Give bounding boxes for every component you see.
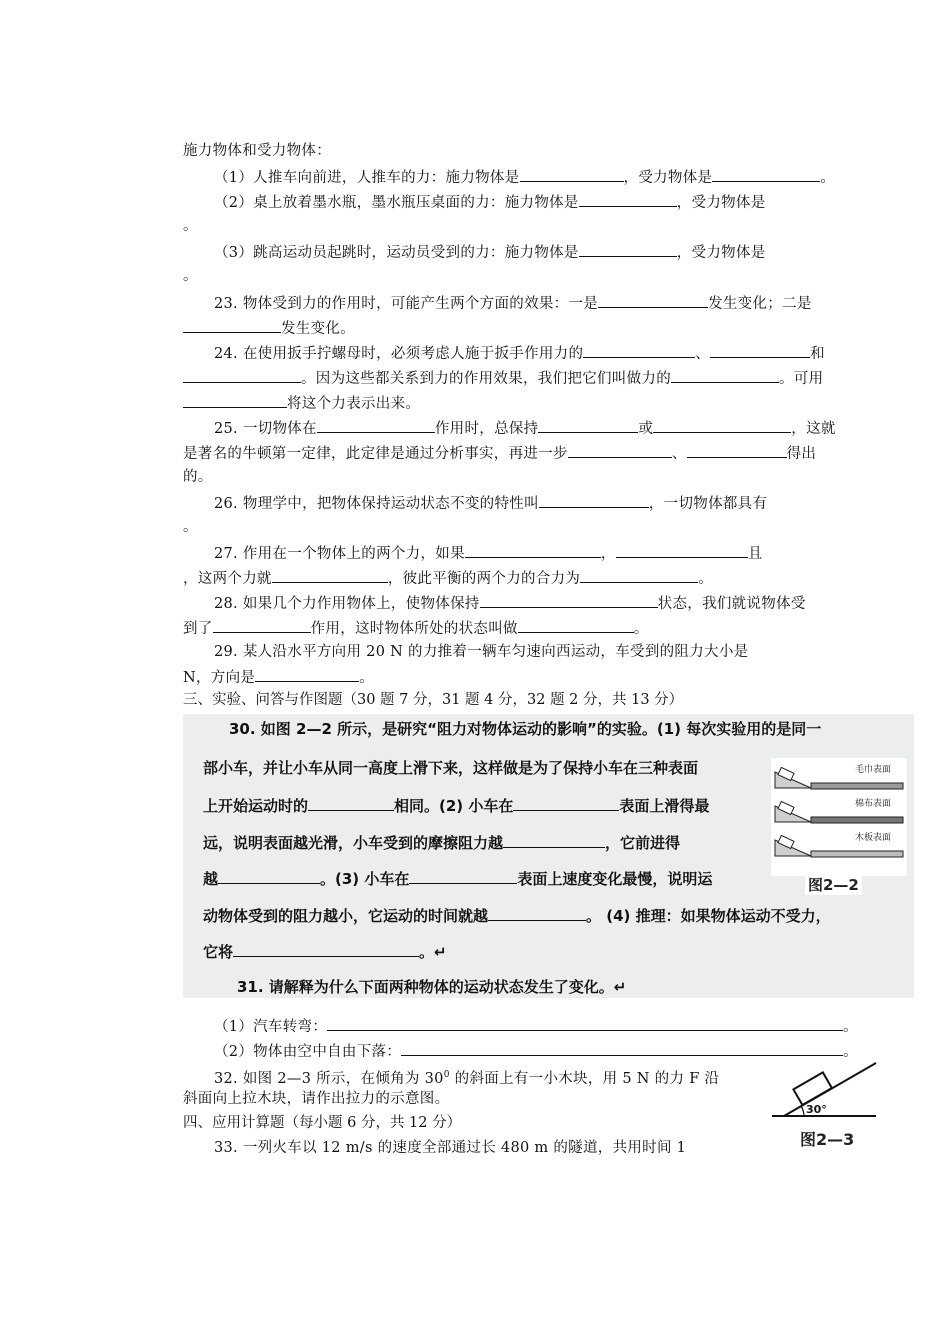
q30-blank-2[interactable] [513,794,619,811]
q30-blank-5[interactable] [409,867,517,884]
q30-line6-text-b: 。 (4) 推理：如果物体运动不受力， [586,907,831,925]
q22-item2-end: 。 [183,218,198,234]
q28-blank-2[interactable] [213,617,311,633]
q25-text-b: 作用时，总保持 [434,421,539,437]
q27-text-a: 27. 作用在一个物体上的两个力，如果 [214,546,465,562]
q22-item2-text-b: ，受力物体是 [676,195,766,211]
q24-blank-4[interactable] [671,367,779,383]
q25-text-f: 、 [671,446,687,462]
q30-line7-text-a: 它将 [203,943,234,961]
q30-line1: 30. 如图 2—2 所示，是研究“阻力对物体运动的影响”的实验。(1) 每次实验用的是同一 [229,720,822,738]
q31-item2-text: （2）物体由空中自由下落： [214,1044,402,1060]
q25-line2 [183,442,816,464]
q27-text-f: 。 [698,571,714,587]
q25-text-d: ，这就 [791,421,836,437]
q27-text-d: ，这两个力就 [183,571,272,587]
q24-text-b: 、 [695,346,711,362]
q30-line3 [203,794,709,817]
q23-blank-2[interactable] [183,317,281,333]
wooden-block [793,1072,831,1105]
q28-line2 [183,617,649,639]
q30-blank-7[interactable] [233,940,419,957]
section-4-heading: 四、应用计算题（每小题 6 分，共 12 分） [183,1115,462,1131]
q27-line2 [183,567,713,589]
q28-text-a: 28. 如果几个力作用物体上，使物体保持 [214,596,480,612]
q23-text-b: 发生变化；二是 [708,296,812,312]
q22-item1-text-b: ，受力物体是 [623,170,713,186]
q22-item3 [214,241,766,263]
intro-text: 施力物体和受力物体： [183,143,331,159]
figure-2-2-caption: 图2—2 [805,874,862,895]
q30-line6-text-a: 动物体受到的阻力越小，它运动的时间就越 [203,907,489,925]
q27-text-b: ， [600,546,616,562]
q29-blank-1[interactable] [255,666,359,682]
q30-line7-text-b: 。↵ [419,943,447,961]
q25-text-a: 25. 一切物体在 [214,421,317,437]
q32-text-b: 的斜面上有一小木块，用 5 N 的力 F 沿 [449,1070,720,1087]
q24-line1 [214,342,825,364]
q30-line5-text-c: 表面上速度变化最慢，说明运 [517,870,713,888]
q24-line2 [183,367,823,389]
q32-line2: 斜面向上拉木块，请作出拉力的示意图。 [183,1091,450,1107]
q22-item1-text-a: （1）人推车向前进，人推车的力：施力物体是 [214,170,520,186]
q25-text-e: 是著名的牛顿第一定律，此定律是通过分析事实，再进一步 [183,446,568,462]
q27-blank-3[interactable] [272,567,388,583]
q24-text-d: 。因为这些都关系到力的作用效果，我们把它们叫做力的 [301,371,671,387]
q30-line5 [203,867,712,890]
q24-blank-5[interactable] [183,392,287,408]
q22-item1 [214,166,835,188]
q30-line3-text-a: 上开始运动时的 [203,797,309,815]
q28-blank-3[interactable] [518,617,634,633]
q30-line2: 部小车，并让小车从同一高度上滑下来，这样做是为了保持小车在三种表面 [203,759,699,777]
q25-line3: 的。 [183,469,213,485]
q24-line3 [183,392,420,414]
q26-text-a: 26. 物理学中，把物体保持运动状态不变的特性叫 [214,496,539,512]
q26-text-b: ，一切物体都具有 [648,496,768,512]
q28-text-e: 。 [633,621,649,637]
q27-blank-2[interactable] [616,542,748,558]
q28-text-b: 状态，我们就说物体受 [657,596,806,612]
q22-item2 [214,191,766,213]
q30-blank-1[interactable] [308,794,394,811]
section-3-heading: 三、实验、问答与作图题（30 题 7 分，31 题 4 分，32 题 2 分，共 13 分） [183,692,684,708]
figure-2-3-diagram [770,1058,880,1120]
q22-item1-blank-2[interactable] [712,166,820,182]
q24-text-e: 。可用 [779,371,824,387]
q27-blank-4[interactable] [580,567,698,583]
q28-line1 [214,592,806,614]
q29-line1: 29. 某人沿水平方向用 20 N 的力推着一辆车匀速向西运动，车受到的阻力大小是 [214,644,749,660]
q24-blank-3[interactable] [183,367,301,383]
q29-line2 [183,666,374,688]
q30-line5-text-a: 越 [203,870,219,888]
q24-blank-1[interactable] [583,342,695,358]
q30-line4-text-a: 远，说明表面越光滑，小车受到的摩擦阻力越 [203,834,504,852]
q24-text-a: 24. 在使用扳手拧螺母时，必须考虑人施于扳手作用力的 [214,346,584,362]
q25-blank-1[interactable] [317,417,435,433]
surface-label-cotton: 棉布表面 [855,799,892,809]
q31-item1-text: （1）汽车转弯： [214,1019,328,1035]
q25-blank-3[interactable] [653,417,791,433]
q30-line6 [203,904,831,927]
q26-line2: 。 [183,519,198,535]
q30-line4-text-b: ，它前进得 [605,834,681,852]
q25-text-g: 得出 [786,446,817,462]
figure-2-2-diagram [771,758,907,876]
q30-line7 [203,940,447,963]
q30-blank-4[interactable] [218,867,320,884]
q27-line1 [214,542,763,564]
q22-item3-blank-1[interactable] [579,241,677,257]
q29-text-b: N，方向是 [183,670,256,686]
q26-blank-1[interactable] [539,492,649,508]
q22-item3-end: 。 [183,268,198,284]
q24-text-c: 和 [810,346,825,362]
q30-blank-3[interactable] [503,831,605,848]
q30-line4 [203,831,680,854]
surface-label-wood: 木板表面 [855,833,892,843]
q23-line1 [214,292,812,314]
q25-line1 [214,417,836,439]
q24-blank-2[interactable] [710,342,810,358]
q30-line3-text-c: 表面上滑得最 [619,797,710,815]
q22-item1-text-c: 。 [820,170,836,186]
angle-label: 30° [806,1103,827,1116]
q32-line1 [214,1065,719,1089]
q25-blank-5[interactable] [687,442,787,458]
q33-line1: 33. 一列火车以 12 m/s 的速度全部通过长 480 m 的隧道，共用时间 1 [214,1140,687,1156]
q26-line1 [214,492,767,514]
q27-text-c: 且 [747,546,763,562]
q23-text-a: 23. 物体受到力的作用时，可能产生两个方面的效果：一是 [214,296,599,312]
q31-item1-end: 。 [843,1019,858,1035]
q31-item2 [214,1040,858,1062]
figure-2-3-caption: 图2—3 [800,1130,855,1149]
q32-degree: 0 [443,1070,450,1080]
q31-title: 31. 请解释为什么下面两种物体的运动状态发生了变化。↵ [237,978,627,996]
q31-blank-2[interactable] [401,1040,843,1056]
q30-line3-text-b: 相同。(2) 小车在 [394,797,514,815]
q30-scanned-panel [183,714,914,998]
q30-line5-text-b: 。(3) 小车在 [320,870,410,888]
q25-blank-4[interactable] [568,442,672,458]
q25-text-c: 或 [638,421,654,437]
q28-blank-1[interactable] [480,592,658,608]
q24-text-f: 将这个力表示出来。 [287,396,421,412]
q23-blank-1[interactable] [598,292,708,308]
q22-item3-text-a: （3）跳高运动员起跳时，运动员受到的力：施力物体是 [214,245,579,261]
q31-item2-end: 。 [843,1044,858,1060]
q23-text-c: 发生变化。 [281,321,355,337]
q22-item3-text-b: ，受力物体是 [676,245,766,261]
q28-text-d: 作用，这时物体所处的状态叫做 [310,621,518,637]
q25-blank-2[interactable] [538,417,638,433]
surface-label-towel: 毛巾表面 [855,765,892,775]
angle-arc [801,1106,804,1116]
q27-text-e: ，彼此平衡的两个力的合力为 [387,571,581,587]
q32-text-a: 32. 如图 2—3 所示，在倾角为 30 [214,1070,444,1087]
q23-line2 [183,317,355,339]
q29-text-c: 。 [359,670,374,686]
q31-item1 [214,1015,858,1037]
q22-item1-blank-1[interactable] [520,166,624,182]
q27-blank-1[interactable] [465,542,601,558]
q22-item2-text-a: （2）桌上放着墨水瓶，墨水瓶压桌面的力：施力物体是 [214,195,579,211]
q22-item2-blank-1[interactable] [579,191,677,207]
q28-text-c: 到了 [183,621,213,637]
q31-blank-1[interactable] [327,1015,843,1031]
q30-blank-6[interactable] [488,904,586,921]
